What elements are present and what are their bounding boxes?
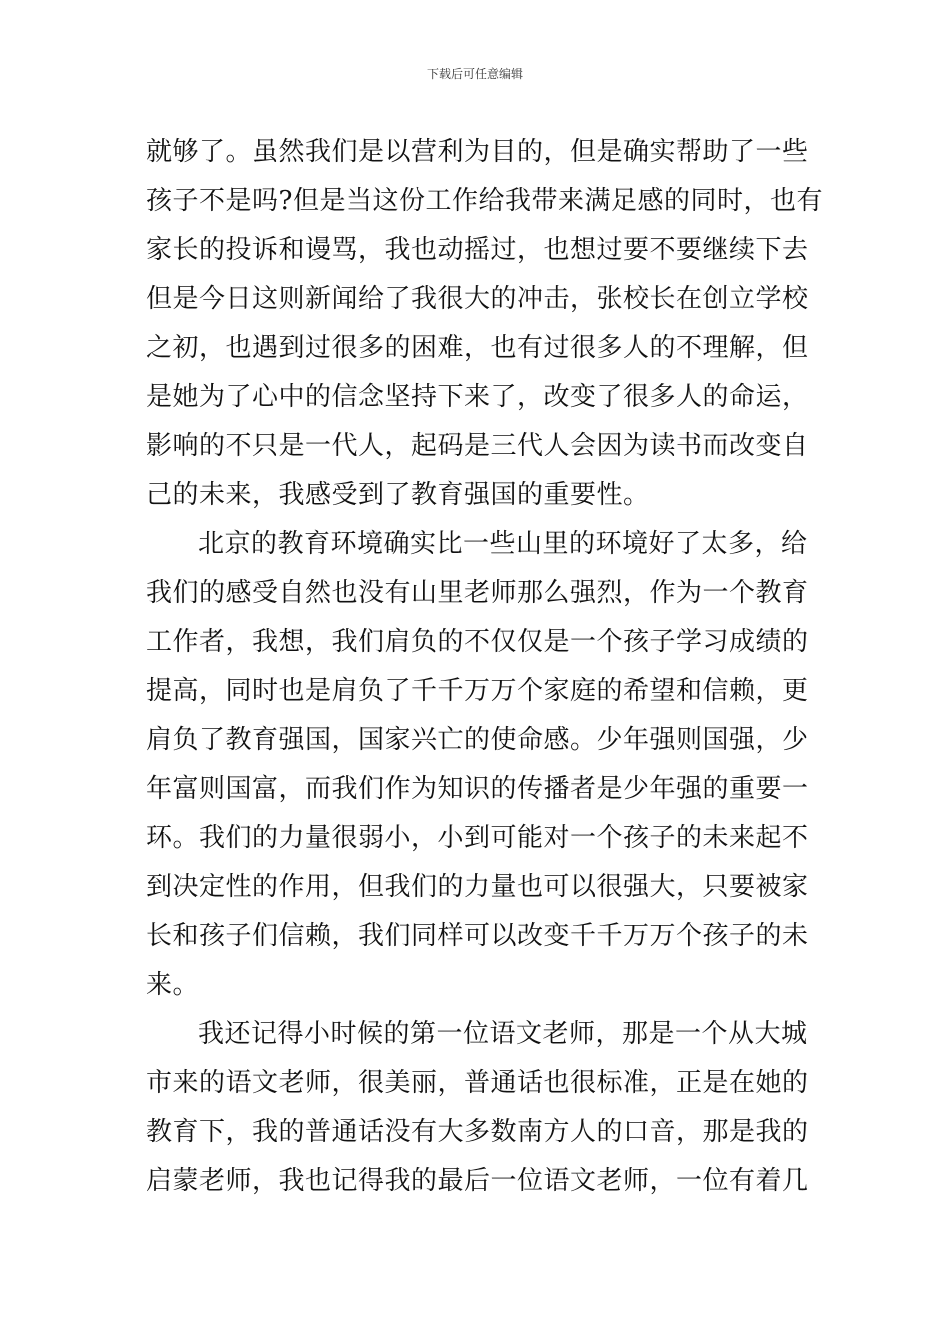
text-line: 就够了。虽然我们是以营利为目的，但是确实帮助了一些 bbox=[146, 137, 809, 167]
text-line: 我还记得小时候的第一位语文老师，那是一个从大城 bbox=[198, 1019, 808, 1049]
text-line: 市来的语文老师，很美丽，普通话也很标准，正是在她的 bbox=[146, 1068, 809, 1098]
text-line: 长和孩子们信赖，我们同样可以改变千千万万个孩子的未 bbox=[146, 921, 809, 951]
paragraph-2 bbox=[146, 520, 826, 1010]
text-line: 家长的投诉和谩骂，我也动摇过，也想过要不要继续下去 bbox=[146, 235, 809, 265]
text-line: 是她为了心中的信念坚持下来了，改变了很多人的命运， bbox=[146, 382, 809, 412]
text-line: 提高，同时也是肩负了千千万万个家庭的希望和信赖，更 bbox=[146, 676, 809, 706]
text-line: 工作者，我想，我们肩负的不仅仅是一个孩子学习成绩的 bbox=[146, 627, 809, 657]
text-line: 我们的感受自然也没有山里老师那么强烈，作为一个教育 bbox=[146, 578, 809, 608]
document-body bbox=[146, 128, 826, 1206]
text-line: 来。 bbox=[146, 970, 200, 1000]
text-line: 孩子不是吗?但是当这份工作给我带来满足感的同时，也有 bbox=[146, 186, 823, 216]
text-line: 年富则国富，而我们作为知识的传播者是少年强的重要一 bbox=[146, 774, 809, 804]
text-line: 北京的教育环境确实比一些山里的环境好了太多，给 bbox=[198, 529, 808, 559]
text-line: 到决定性的作用，但我们的力量也可以很强大，只要被家 bbox=[146, 872, 809, 902]
text-line: 启蒙老师，我也记得我的最后一位语文老师，一位有着几 bbox=[146, 1166, 809, 1196]
paragraph-3 bbox=[146, 1010, 826, 1206]
text-line: 但是今日这则新闻给了我很大的冲击，张校长在创立学校 bbox=[146, 284, 809, 314]
text-line: 己的未来，我感受到了教育强国的重要性。 bbox=[146, 480, 650, 510]
text-line: 教育下，我的普通话没有大多数南方人的口音，那是我的 bbox=[146, 1117, 809, 1147]
text-line: 肩负了教育强国，国家兴亡的使命感。少年强则国强，少 bbox=[146, 725, 809, 755]
paragraph-1 bbox=[146, 128, 826, 520]
text-line: 之初，也遇到过很多的困难，也有过很多人的不理解，但 bbox=[146, 333, 809, 363]
text-line: 环。我们的力量很弱小，小到可能对一个孩子的未来起不 bbox=[146, 823, 809, 853]
page-header: 下载后可任意编辑 bbox=[426, 67, 523, 81]
text-line: 影响的不只是一代人，起码是三代人会因为读书而改变自 bbox=[146, 431, 809, 461]
